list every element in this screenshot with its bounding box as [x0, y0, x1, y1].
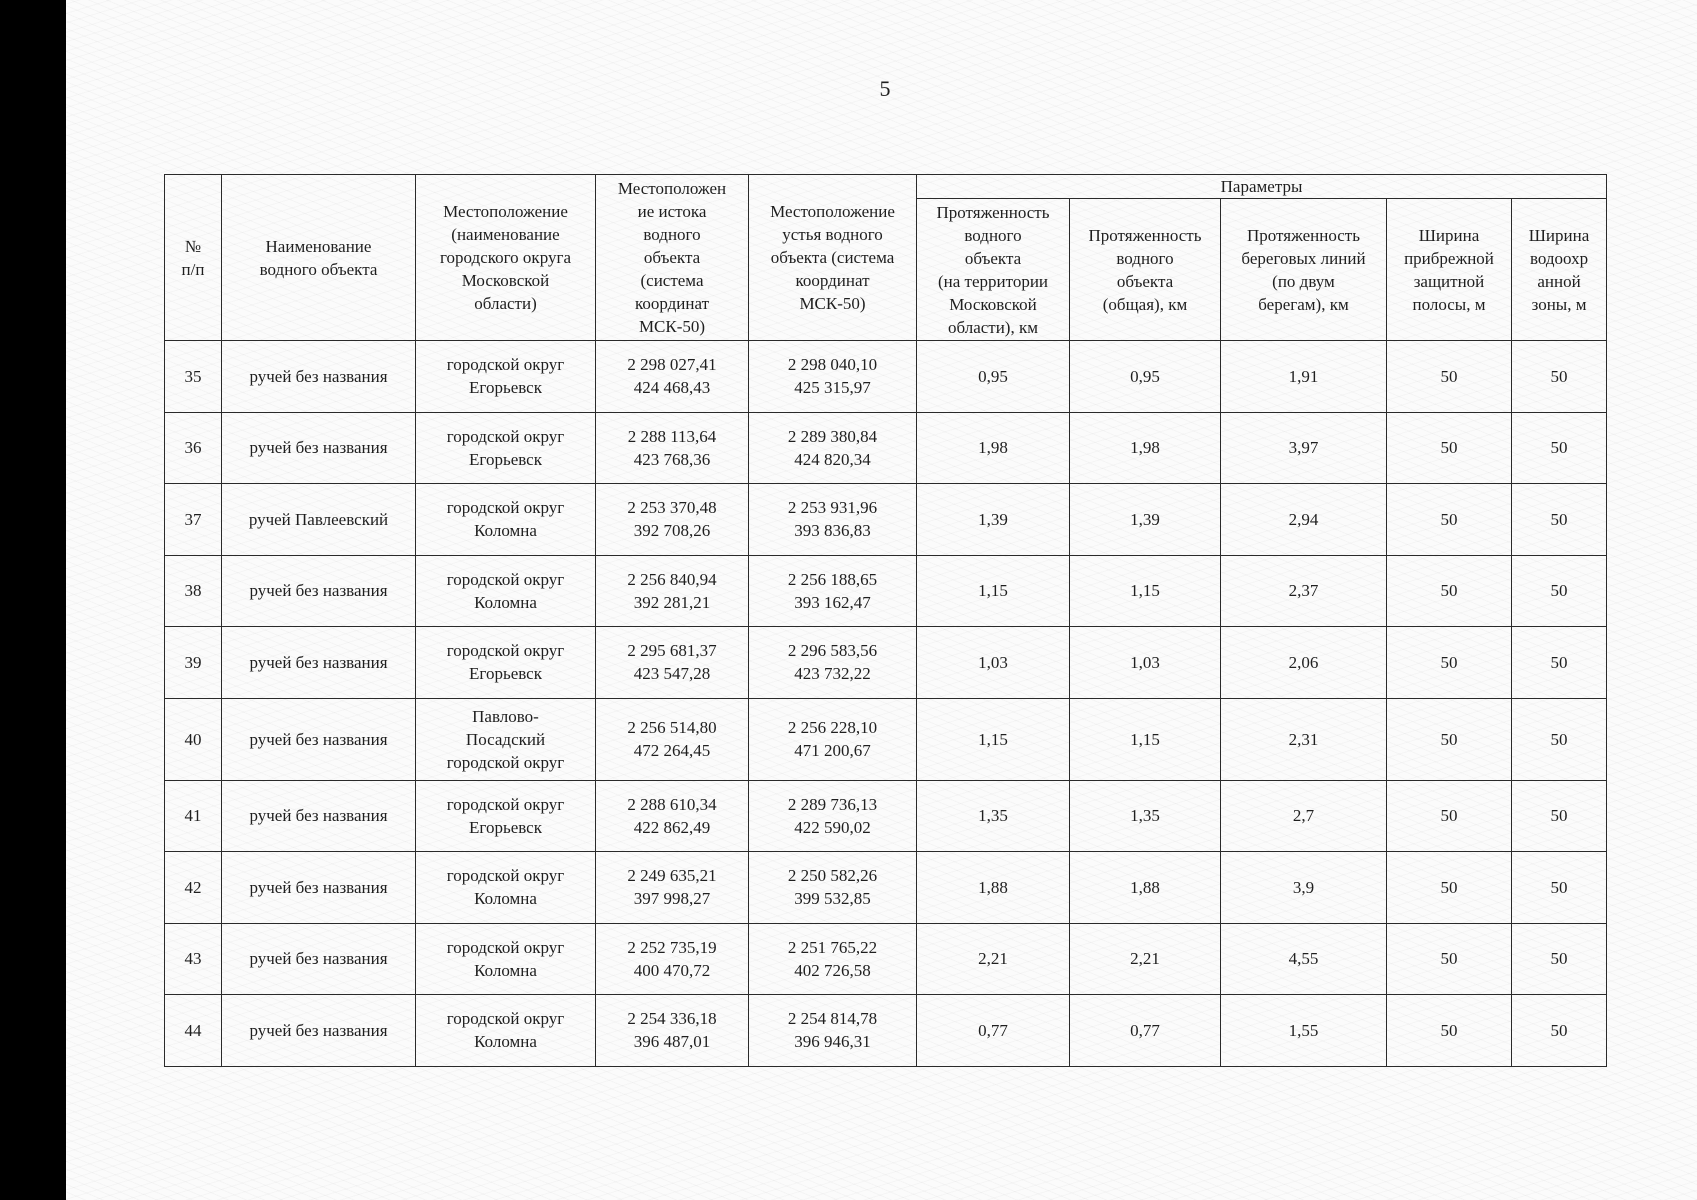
- cell-source-coords-line: 2 288 113,64: [627, 426, 717, 446]
- table-row: [165, 412, 1607, 484]
- header-text-line: прибрежной: [1404, 248, 1494, 268]
- cell-name: ручей без названия: [222, 923, 416, 995]
- cell-mouth-coords-line: 2 251 765,22: [787, 937, 878, 957]
- header-text-line: городского округа: [439, 248, 571, 267]
- header-text-line: объекта: [964, 248, 1022, 268]
- header-row-top: [165, 175, 1607, 199]
- cell-coastal-strip-width: 50: [1387, 698, 1512, 780]
- cell-name: ручей без названия: [222, 627, 416, 699]
- cell-name: ручей Павлеевский: [222, 484, 416, 556]
- cell-location-line: Коломна: [474, 960, 537, 980]
- header-coastal-strip-width: [1387, 199, 1512, 341]
- cell-num: 38: [165, 555, 222, 627]
- cell-num: 43: [165, 923, 222, 995]
- cell-mouth-coords: [749, 995, 917, 1067]
- cell-length-total: 2,21: [1070, 923, 1221, 995]
- table-row: [165, 698, 1607, 780]
- header-text-line: Наименование: [265, 236, 372, 256]
- cell-location: [416, 627, 596, 699]
- cell-water-protection-zone-width: 50: [1512, 780, 1607, 852]
- cell-location-line: городской округ: [446, 426, 565, 446]
- cell-source-coords-line: 2 298 027,41: [627, 355, 717, 375]
- header-text-line: координат: [795, 271, 870, 290]
- cell-location: [416, 412, 596, 484]
- cell-shoreline-length: 1,55: [1221, 995, 1387, 1067]
- cell-source-coords: [596, 923, 749, 995]
- cell-source-coords-line: 2 253 370,48: [627, 498, 717, 518]
- header-text-line: области), км: [947, 317, 1038, 337]
- cell-location-line: городской округ: [446, 866, 565, 886]
- cell-mouth-coords-line: 2 253 931,96: [787, 498, 878, 518]
- header-mouth: [749, 175, 917, 341]
- cell-location: [416, 780, 596, 852]
- cell-shoreline-length: 2,06: [1221, 627, 1387, 699]
- cell-length-total: 1,15: [1070, 555, 1221, 627]
- cell-length-total: 1,35: [1070, 780, 1221, 852]
- header-text-line: Местоположение: [443, 202, 568, 221]
- header-text-line: объекта: [1116, 271, 1174, 291]
- header-text-line: объекта (система: [770, 248, 895, 267]
- header-water-protection-zone-width: [1512, 199, 1607, 341]
- cell-source-coords: [596, 995, 749, 1067]
- cell-mouth-coords-line: 425 315,97: [794, 378, 871, 398]
- cell-shoreline-length: 2,37: [1221, 555, 1387, 627]
- cell-source-coords: [596, 698, 749, 780]
- cell-shoreline-length: 2,7: [1221, 780, 1387, 852]
- cell-num: 37: [165, 484, 222, 556]
- cell-location-line: городской округ: [446, 569, 565, 589]
- cell-source-coords-line: 2 256 840,94: [627, 569, 717, 589]
- cell-source-coords-line: 392 708,26: [633, 521, 711, 541]
- header-text-line: МСК-50): [638, 317, 706, 336]
- table-row: [165, 341, 1607, 413]
- cell-location-line: Коломна: [474, 1032, 537, 1052]
- cell-location-line: Егорьевск: [469, 378, 542, 398]
- cell-length-total: 1,88: [1070, 852, 1221, 924]
- cell-length-moscow-region: 2,21: [917, 923, 1070, 995]
- header-text-line: Ширина: [1528, 225, 1590, 245]
- header-text-line: объекта: [643, 248, 701, 267]
- cell-mouth-coords: [749, 698, 917, 780]
- header-length-moscow-region: [917, 199, 1070, 341]
- header-text-line: устья водного: [782, 225, 883, 244]
- cell-mouth-coords-line: 393 162,47: [794, 592, 871, 612]
- table-row: [165, 923, 1607, 995]
- cell-num: 35: [165, 341, 222, 413]
- cell-coastal-strip-width: 50: [1387, 484, 1512, 556]
- cell-source-coords: [596, 627, 749, 699]
- cell-location-line: Коломна: [474, 521, 537, 541]
- cell-location: [416, 852, 596, 924]
- cell-location-line: городской округ: [446, 752, 565, 772]
- cell-mouth-coords: [749, 484, 917, 556]
- cell-location-line: Павлово-: [472, 706, 539, 726]
- cell-location: [416, 555, 596, 627]
- cell-num: 42: [165, 852, 222, 924]
- cell-length-total: 0,95: [1070, 341, 1221, 413]
- cell-mouth-coords: [749, 852, 917, 924]
- header-text-line: п/п: [181, 259, 205, 279]
- table-row: [165, 484, 1607, 556]
- cell-water-protection-zone-width: 50: [1512, 412, 1607, 484]
- cell-mouth-coords-line: 423 732,22: [794, 664, 871, 684]
- cell-mouth-coords-line: 424 820,34: [794, 449, 871, 469]
- cell-location-line: Егорьевск: [469, 449, 542, 469]
- header-text-line: полосы, м: [1412, 294, 1486, 314]
- cell-source-coords-line: 2 254 336,18: [627, 1009, 717, 1029]
- cell-coastal-strip-width: 50: [1387, 923, 1512, 995]
- cell-location: [416, 995, 596, 1067]
- cell-coastal-strip-width: 50: [1387, 995, 1512, 1067]
- header-text-line: Протяженность: [1088, 225, 1202, 245]
- cell-shoreline-length: 4,55: [1221, 923, 1387, 995]
- cell-location: [416, 484, 596, 556]
- cell-mouth-coords-line: 2 289 380,84: [787, 426, 878, 446]
- cell-shoreline-length: 3,97: [1221, 412, 1387, 484]
- page-number: 5: [879, 76, 891, 101]
- header-text-line: (по двум: [1272, 271, 1335, 291]
- table-row: [165, 995, 1607, 1067]
- cell-source-coords-line: 422 862,49: [633, 817, 711, 837]
- cell-length-moscow-region: 1,35: [917, 780, 1070, 852]
- cell-source-coords-line: 396 487,01: [633, 1032, 711, 1052]
- cell-mouth-coords: [749, 923, 917, 995]
- cell-source-coords-line: 472 264,45: [633, 741, 711, 760]
- header-text-line: водного: [964, 225, 1022, 245]
- cell-location-line: городской округ: [446, 641, 565, 661]
- header-text-line: Московской: [461, 271, 550, 290]
- cell-mouth-coords: [749, 412, 917, 484]
- header-text-line: защитной: [1413, 271, 1485, 291]
- table-row: [165, 780, 1607, 852]
- cell-num: 39: [165, 627, 222, 699]
- cell-length-moscow-region: 1,15: [917, 698, 1070, 780]
- cell-shoreline-length: 3,9: [1221, 852, 1387, 924]
- header-text-line: водоохр: [1529, 248, 1589, 268]
- header-text-line: Протяженность: [1247, 225, 1360, 245]
- cell-length-total: 1,03: [1070, 627, 1221, 699]
- cell-mouth-coords: [749, 555, 917, 627]
- cell-name: ручей без названия: [222, 555, 416, 627]
- cell-name: ручей без названия: [222, 852, 416, 924]
- cell-location-line: Коломна: [474, 592, 537, 612]
- cell-source-coords-line: 2 288 610,34: [627, 794, 717, 814]
- cell-water-protection-zone-width: 50: [1512, 698, 1607, 780]
- cell-coastal-strip-width: 50: [1387, 852, 1512, 924]
- cell-mouth-coords-line: 399 532,85: [794, 889, 871, 909]
- cell-length-total: 0,77: [1070, 995, 1221, 1067]
- cell-mouth-coords-line: 2 254 814,78: [787, 1009, 878, 1029]
- cell-mouth-coords: [749, 341, 917, 413]
- header-text-line: координат: [634, 294, 710, 313]
- cell-source-coords: [596, 555, 749, 627]
- cell-name: ручей без названия: [222, 341, 416, 413]
- cell-num: 41: [165, 780, 222, 852]
- cell-name: ручей без названия: [222, 698, 416, 780]
- cell-location-line: Егорьевск: [469, 664, 542, 684]
- cell-source-coords-line: 423 768,36: [633, 449, 711, 469]
- cell-source-coords-line: 424 468,43: [633, 378, 711, 398]
- cell-coastal-strip-width: 50: [1387, 555, 1512, 627]
- cell-mouth-coords-line: 2 296 583,56: [787, 641, 878, 661]
- cell-num: 40: [165, 698, 222, 780]
- cell-location-line: городской округ: [446, 498, 565, 518]
- header-text-line: водного: [643, 225, 701, 244]
- header-text-line: водного: [1116, 248, 1174, 268]
- header-text-line: №: [184, 236, 202, 256]
- cell-length-total: 1,39: [1070, 484, 1221, 556]
- header-text-line: (система: [640, 271, 704, 290]
- table-row: [165, 627, 1607, 699]
- header-text-line: Протяженность: [936, 202, 1050, 222]
- cell-coastal-strip-width: 50: [1387, 412, 1512, 484]
- header-text-line: анной: [1537, 271, 1581, 291]
- header-text-line: (на территории: [937, 271, 1049, 291]
- header-text-line: Местоположен: [617, 179, 727, 198]
- cell-source-coords: [596, 341, 749, 413]
- cell-source-coords-line: 423 547,28: [633, 664, 711, 684]
- cell-shoreline-length: 2,94: [1221, 484, 1387, 556]
- scan-black-edge: [0, 0, 66, 1200]
- cell-length-moscow-region: 0,77: [917, 995, 1070, 1067]
- header-text-line: берегам), км: [1258, 294, 1349, 314]
- cell-mouth-coords-line: 422 590,02: [794, 817, 871, 837]
- cell-name: ручей без названия: [222, 412, 416, 484]
- cell-length-moscow-region: 1,39: [917, 484, 1070, 556]
- cell-mouth-coords-line: 396 946,31: [794, 1032, 871, 1052]
- cell-coastal-strip-width: 50: [1387, 341, 1512, 413]
- header-text-line: береговых линий: [1241, 248, 1366, 268]
- cell-shoreline-length: 1,91: [1221, 341, 1387, 413]
- cell-coastal-strip-width: 50: [1387, 627, 1512, 699]
- cell-length-moscow-region: 1,03: [917, 627, 1070, 699]
- cell-length-moscow-region: 1,88: [917, 852, 1070, 924]
- header-shoreline-length: [1221, 199, 1387, 341]
- cell-name: ручей без названия: [222, 995, 416, 1067]
- cell-mouth-coords-line: 2 250 582,26: [787, 866, 878, 886]
- cell-source-coords-line: 397 998,27: [633, 889, 711, 909]
- cell-shoreline-length: 2,31: [1221, 698, 1387, 780]
- header-source: [596, 175, 749, 341]
- cell-source-coords-line: 2 295 681,37: [627, 641, 717, 661]
- cell-mouth-coords-line: 2 256 188,65: [787, 569, 878, 589]
- header-text-line: (общая), км: [1102, 294, 1188, 314]
- cell-location-line: городской округ: [446, 937, 565, 957]
- header-parameters-group: Параметры: [917, 175, 1607, 199]
- header-text-line: зоны, м: [1531, 294, 1587, 314]
- cell-location: [416, 923, 596, 995]
- cell-mouth-coords-line: 471 200,67: [794, 741, 871, 760]
- cell-length-total: 1,15: [1070, 698, 1221, 780]
- cell-location-line: городской округ: [446, 355, 565, 375]
- table-body: [165, 341, 1607, 1067]
- cell-water-protection-zone-width: 50: [1512, 923, 1607, 995]
- cell-location-line: Коломна: [474, 889, 537, 909]
- header-text-line: (наименование: [451, 225, 560, 244]
- cell-source-coords-line: 2 252 735,19: [627, 937, 717, 957]
- table-row: [165, 852, 1607, 924]
- cell-length-moscow-region: 1,15: [917, 555, 1070, 627]
- cell-source-coords-line: 392 281,21: [633, 592, 711, 612]
- cell-num: 36: [165, 412, 222, 484]
- cell-water-protection-zone-width: 50: [1512, 852, 1607, 924]
- header-name: [222, 175, 416, 341]
- header-text-line: водного объекта: [259, 259, 378, 279]
- cell-num: 44: [165, 995, 222, 1067]
- cell-source-coords-line: 2 249 635,21: [627, 866, 717, 886]
- cell-length-moscow-region: 0,95: [917, 341, 1070, 413]
- cell-water-protection-zone-width: 50: [1512, 627, 1607, 699]
- cell-water-protection-zone-width: 50: [1512, 484, 1607, 556]
- cell-location: [416, 698, 596, 780]
- cell-source-coords: [596, 484, 749, 556]
- header-text-line: Местоположение: [770, 202, 895, 221]
- cell-water-protection-zone-width: 50: [1512, 341, 1607, 413]
- header-text-line: Ширина: [1418, 225, 1480, 245]
- cell-mouth-coords-line: 2 289 736,13: [787, 794, 878, 814]
- cell-water-protection-zone-width: 50: [1512, 995, 1607, 1067]
- cell-source-coords: [596, 780, 749, 852]
- cell-location-line: Посадский: [465, 729, 546, 749]
- header-location: [416, 175, 596, 341]
- cell-mouth-coords-line: 393 836,83: [794, 521, 871, 541]
- cell-location-line: городской округ: [446, 1009, 565, 1029]
- cell-source-coords: [596, 852, 749, 924]
- header-length-total: [1070, 199, 1221, 341]
- cell-mouth-coords: [749, 627, 917, 699]
- cell-length-moscow-region: 1,98: [917, 412, 1070, 484]
- cell-mouth-coords-line: 2 298 040,10: [787, 355, 878, 375]
- cell-water-protection-zone-width: 50: [1512, 555, 1607, 627]
- header-text-line: МСК-50): [799, 294, 866, 313]
- cell-source-coords-line: 400 470,72: [633, 960, 711, 980]
- cell-coastal-strip-width: 50: [1387, 780, 1512, 852]
- cell-mouth-coords: [749, 780, 917, 852]
- table-row: [165, 555, 1607, 627]
- cell-mouth-coords-line: 2 256 228,10: [787, 718, 878, 737]
- cell-mouth-coords-line: 402 726,58: [794, 960, 871, 980]
- cell-location-line: городской округ: [446, 794, 565, 814]
- water-objects-table: [164, 174, 1607, 1067]
- cell-location: [416, 341, 596, 413]
- header-num: [165, 175, 222, 341]
- header-text-line: области): [474, 294, 537, 313]
- header-text-line: Московской: [949, 294, 1037, 314]
- cell-source-coords-line: 2 256 514,80: [627, 718, 717, 737]
- header-text-line: ие истока: [637, 202, 707, 221]
- cell-location-line: Егорьевск: [469, 817, 542, 837]
- cell-source-coords: [596, 412, 749, 484]
- cell-length-total: 1,98: [1070, 412, 1221, 484]
- cell-name: ручей без названия: [222, 780, 416, 852]
